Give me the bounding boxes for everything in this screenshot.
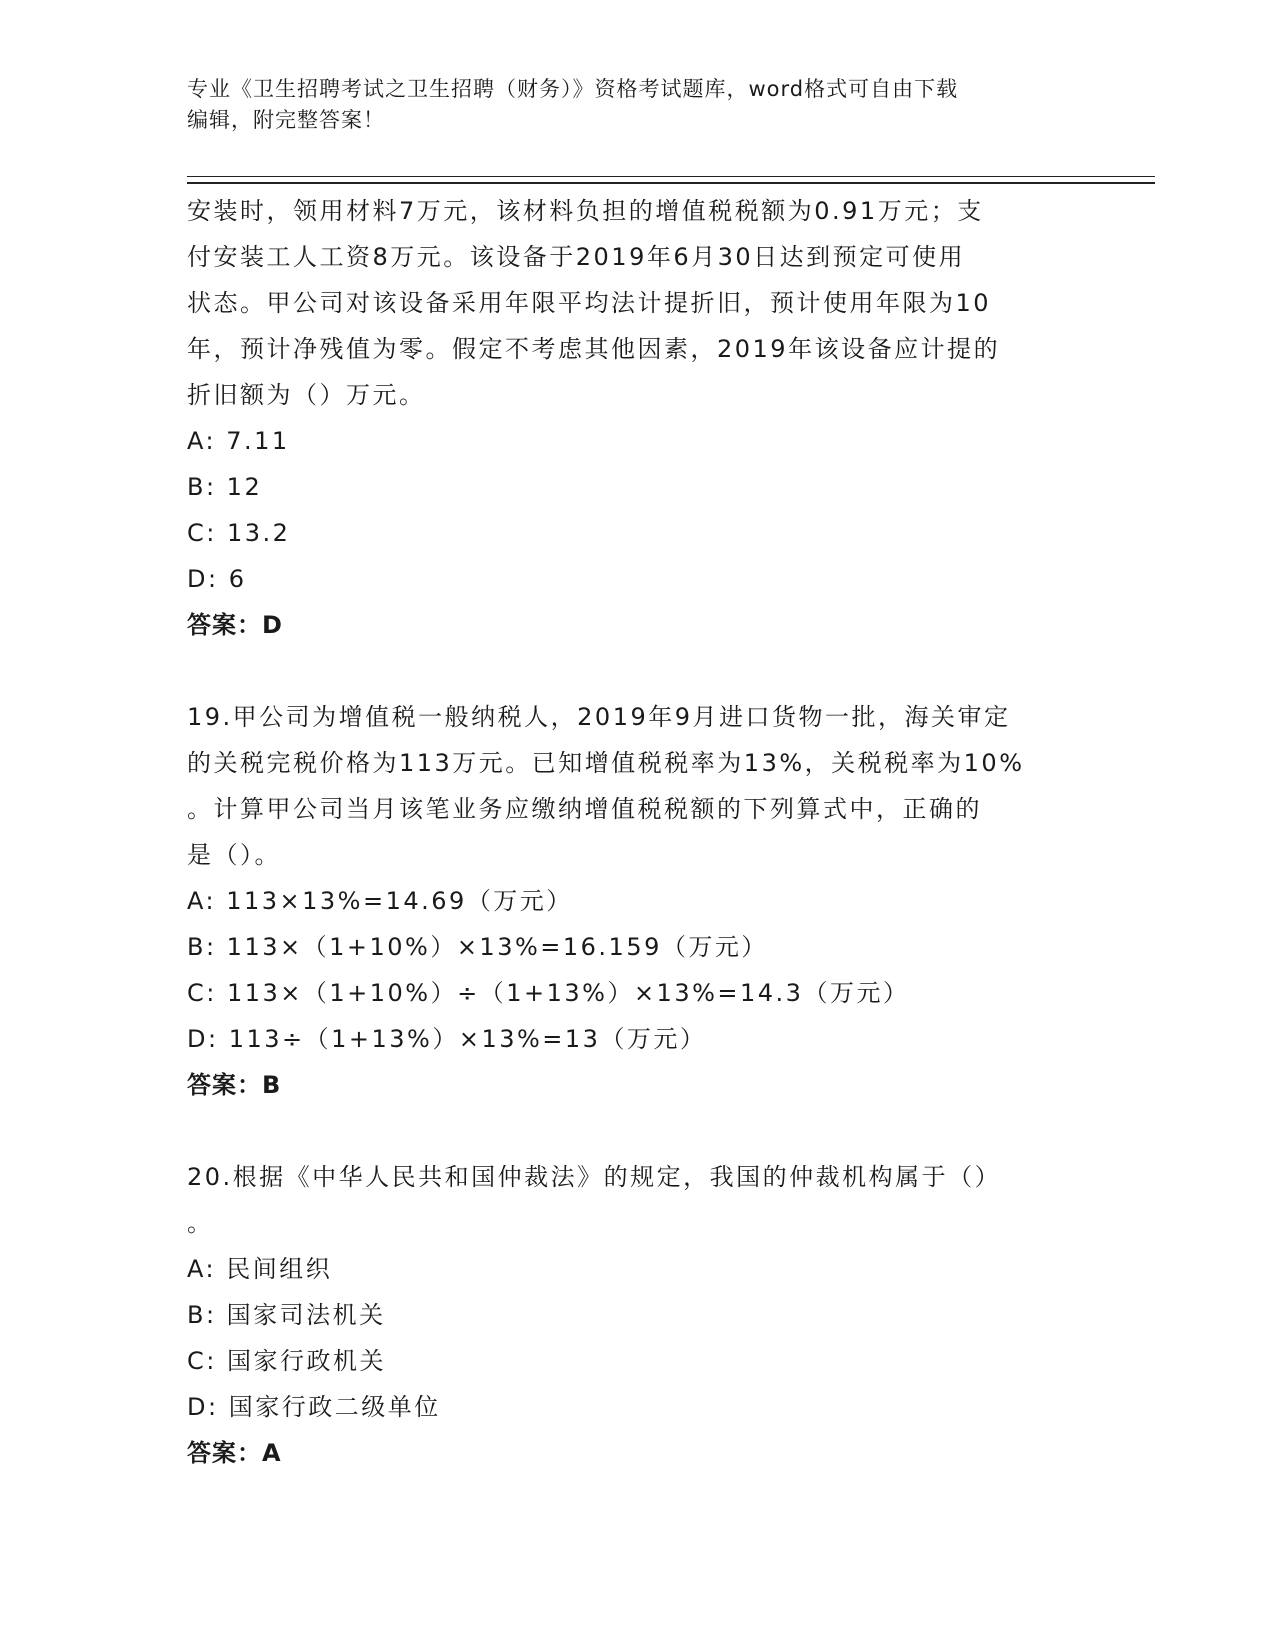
question-text-line: 。计算甲公司当月该笔业务应缴纳增值税税额的下列算式中，正确的: [187, 795, 982, 823]
option-b: B: 12: [187, 473, 263, 501]
answer-label: 答案：B: [187, 1071, 282, 1099]
option-d: D: 113÷（1+13%）×13%=13（万元）: [187, 1025, 707, 1053]
option-a: A: 113×13%=14.69（万元）: [187, 887, 573, 915]
option-c: C: 国家行政机关: [187, 1347, 386, 1375]
question-text-line: 安装时，领用材料7万元，该材料负担的增值税税额为0.91万元；支: [187, 197, 984, 225]
question-spacer: [187, 1108, 1087, 1154]
question-content: [187, 188, 1087, 1476]
option-b: B: 113×（1+10%）×13%=16.159（万元）: [187, 933, 768, 961]
option-a: A: 民间组织: [187, 1255, 333, 1283]
option-d: D: 6: [187, 565, 247, 593]
header-divider: [187, 176, 1155, 184]
question-text-line: 。: [187, 1209, 214, 1237]
answer-label: 答案：A: [187, 1439, 282, 1467]
option-d: D: 国家行政二级单位: [187, 1393, 441, 1421]
answer-label: 答案：D: [187, 611, 283, 639]
header-line-2: 编辑，附完整答案！: [187, 108, 385, 132]
question-spacer: [187, 648, 1087, 694]
question-text-line: 的关税完税价格为113万元。已知增值税税率为13%，关税税率为10%: [187, 749, 1025, 777]
question-20: [187, 1154, 1087, 1476]
question-18: [187, 188, 1087, 648]
option-c: C: 13.2: [187, 519, 291, 547]
question-text-line: 是（）。: [187, 841, 281, 869]
question-text-line: 年，预计净残值为零。假定不考虑其他因素，2019年该设备应计提的: [187, 335, 1001, 363]
header-line-1: 专业《卫生招聘考试之卫生招聘（财务）》资格考试题库，word格式可自由下载: [187, 77, 959, 101]
option-b: B: 国家司法机关: [187, 1301, 386, 1329]
question-text-line: 折旧额为（）万元。: [187, 381, 426, 409]
question-text-line: 19.甲公司为增值税一般纳税人，2019年9月进口货物一批，海关审定: [187, 703, 1011, 731]
question-19: [187, 694, 1087, 1108]
option-a: A: 7.11: [187, 427, 290, 455]
option-c: C: 113×（1+10%）÷（1+13%）×13%=14.3（万元）: [187, 979, 910, 1007]
page-header: [187, 74, 1087, 136]
question-text-line: 状态。甲公司对该设备采用年限平均法计提折旧，预计使用年限为10: [187, 289, 992, 317]
question-text-line: 20.根据《中华人民共和国仲裁法》的规定，我国的仲裁机构属于（）: [187, 1163, 1002, 1191]
question-text-line: 付安装工人工资8万元。该设备于2019年6月30日达到预定可使用: [187, 243, 966, 271]
